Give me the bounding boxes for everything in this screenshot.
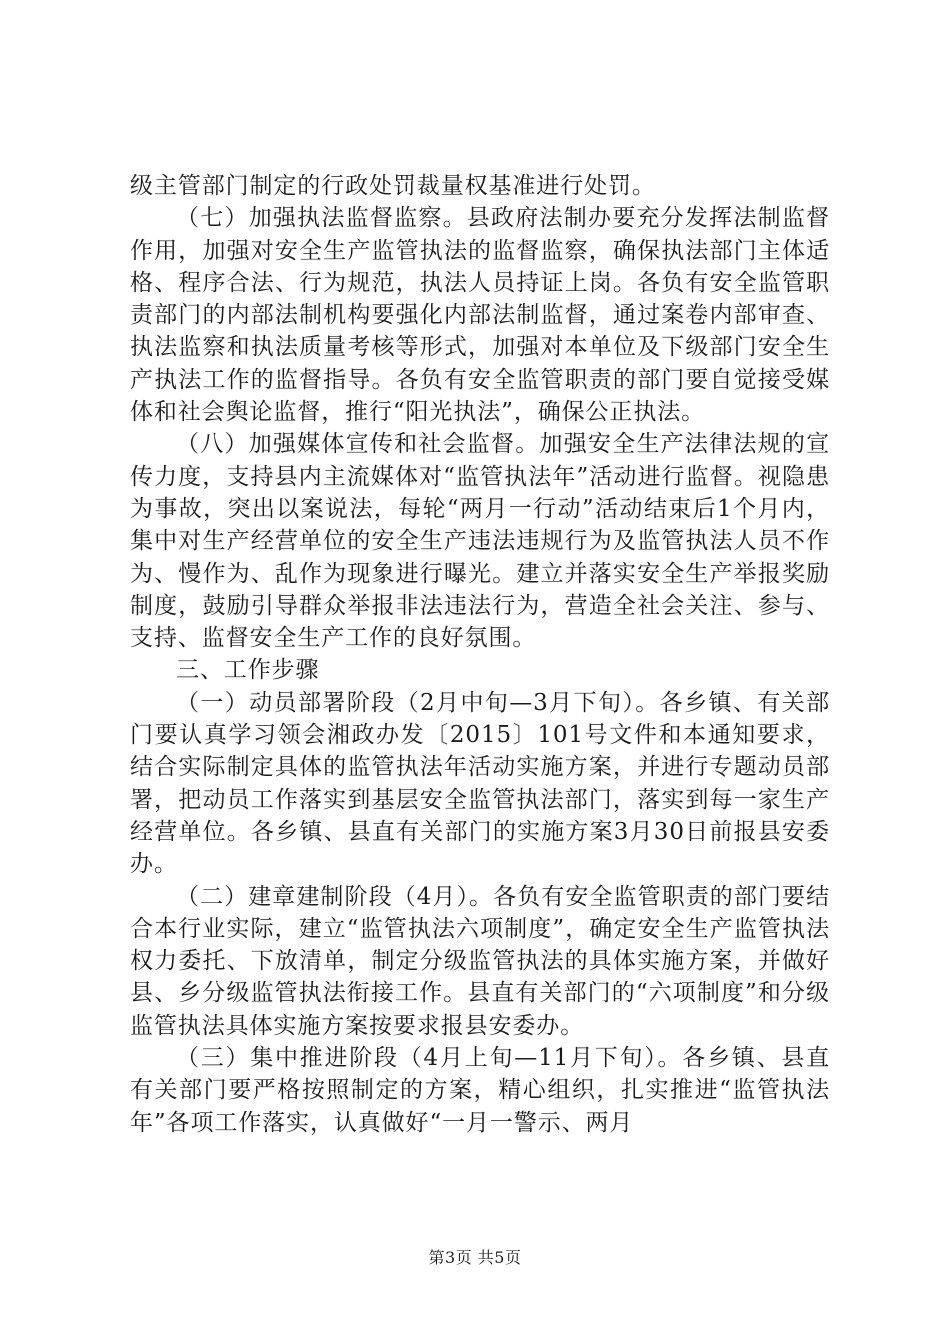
paragraph-step-1: （一）动员部署阶段（2月中旬—3月下旬）。各乡镇、有关部门要认真学习领会湘政办发〔2015〕101号文件和本通知要求，结合实际制定具体的监管执法年活动实施方案，并进行专题动员部署，把动员工作落实到基层安全监管执法部门，落实到每一家生产经营单位。各乡镇、县直有关部门的实施方案3月30日前报县安委办。 <box>130 689 830 878</box>
paragraph-step-3: （三）集中推进阶段（4月上旬—11月下旬）。各乡镇、县直有关部门要严格按照制定的方案，精心组织，扎实推进“监管执法年”各项工作落实，认真做好“一月一警示、两月 <box>130 1045 830 1136</box>
paragraph-section-7: （七）加强执法监督监察。县政府法制办要充分发挥法制监督作用，加强对安全生产监管执法的监督监察，确保执法部门主体适格、程序合法、行为规范，执法人员持证上岗。各负有安全监管职责部门的内部法制机构要强化内部法制监督，通过案卷内部审查、执法监察和执法质量考核等形式，加强对本单位及下级部门安全生产执法工作的监督指导。各负有安全监管职责的部门要自觉接受媒体和社会舆论监督，推行“阳光执法”，确保公正执法。 <box>130 205 830 426</box>
paragraph-continuation: 级主管部门制定的行政处罚裁量权基准进行处罚。 <box>130 173 656 199</box>
paragraph-step-2: （二）建章建制阶段（4月）。各负有安全监管职责的部门要结合本行业实际，建立“监管执法六项制度”，确定安全生产监管执法权力委托、下放清单，制定分级监管执法的具体实施方案，并做好县、乡分级监管执法衔接工作。县直有关部门的“六项制度”和分级监管执法具体实施方案按要求报县安委办。 <box>130 883 830 1039</box>
paragraph-section-8: （八）加强媒体宣传和社会监督。加强安全生产法律法规的宣传力度，支持县内主流媒体对“监管执法年”活动进行监督。视隐患为事故，突出以案说法，每轮“两月一行动”活动结束后1个月内，集中对生产经营单位的安全生产违法违规行为及监管执法人员不作为、慢作为、乱作为现象进行曝光。建立并落实安全生产举报奖励制度，鼓励引导群众举报非法违法行为，营造全社会关注、参与、支持、监督安全生产工作的良好氛围。 <box>130 431 830 652</box>
heading-work-steps: 三、工作步骤 <box>176 657 320 684</box>
document-body <box>130 170 830 1139</box>
page-number-footer: 第3页 共5页 <box>428 1248 522 1267</box>
